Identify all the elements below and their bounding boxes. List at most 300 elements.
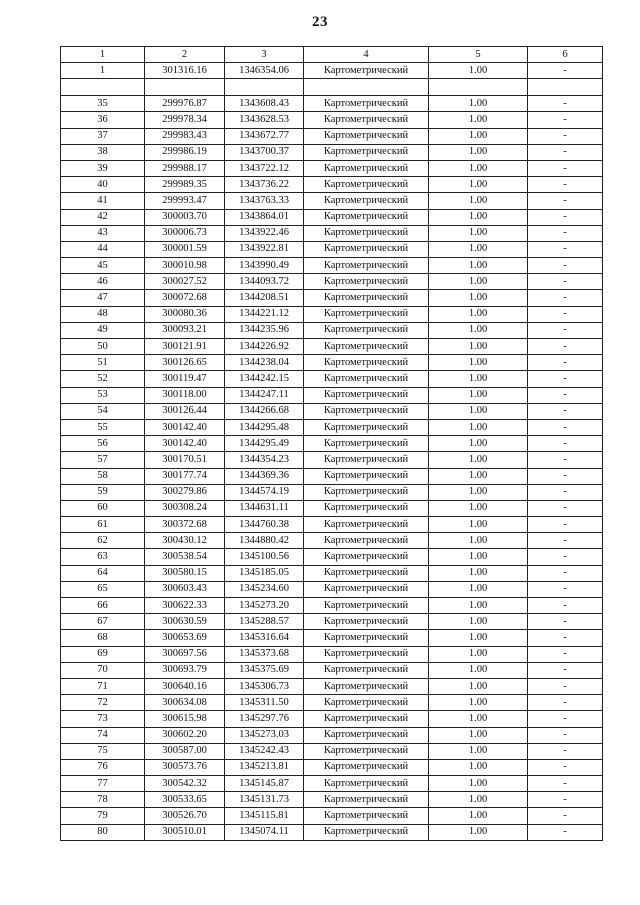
table-row [61, 403, 603, 419]
point-number-cell: 77 [61, 776, 145, 792]
accuracy-cell: 1.00 [429, 241, 528, 257]
x-coordinate-cell: 300580.15 [145, 565, 225, 581]
point-number-cell: 56 [61, 436, 145, 452]
accuracy-cell: 1.00 [429, 371, 528, 387]
point-number-cell: 70 [61, 662, 145, 678]
x-coordinate-cell: 301316.16 [145, 63, 225, 79]
method-cell: Картометрический [304, 533, 429, 549]
point-number-cell: 79 [61, 808, 145, 824]
table-row [61, 452, 603, 468]
y-coordinate-cell: 1345100.56 [225, 549, 304, 565]
accuracy-cell: 1.00 [429, 452, 528, 468]
x-coordinate-cell: 300080.36 [145, 306, 225, 322]
accuracy-cell: 1.00 [429, 727, 528, 743]
method-cell: Картометрический [304, 549, 429, 565]
y-coordinate-cell: 1344226.92 [225, 339, 304, 355]
method-cell: Картометрический [304, 759, 429, 775]
method-cell: Картометрический [304, 63, 429, 79]
method-cell: Картометрический [304, 711, 429, 727]
y-coordinate-cell: 1345185.05 [225, 565, 304, 581]
description-cell: - [528, 549, 603, 565]
accuracy-cell: 1.00 [429, 517, 528, 533]
accuracy-cell: 1.00 [429, 419, 528, 435]
x-coordinate-cell: 300118.00 [145, 387, 225, 403]
y-coordinate-cell: 1344208.51 [225, 290, 304, 306]
table-row [61, 112, 603, 128]
x-coordinate-cell: 300640.16 [145, 678, 225, 694]
accuracy-cell: 1.00 [429, 500, 528, 516]
y-coordinate-cell: 1345234.60 [225, 581, 304, 597]
header-cell: 4 [304, 47, 429, 63]
method-cell: Картометрический [304, 630, 429, 646]
method-cell: Картометрический [304, 258, 429, 274]
accuracy-cell: 1.00 [429, 306, 528, 322]
point-number-cell: 60 [61, 500, 145, 516]
table-row [61, 824, 603, 840]
y-coordinate-cell: 1345074.11 [225, 824, 304, 840]
description-cell: - [528, 225, 603, 241]
accuracy-cell: 1.00 [429, 63, 528, 79]
method-cell: Картометрический [304, 355, 429, 371]
description-cell: - [528, 306, 603, 322]
point-number-cell: 43 [61, 225, 145, 241]
y-coordinate-cell: 1345311.50 [225, 695, 304, 711]
method-cell: Картометрический [304, 743, 429, 759]
point-number-cell: 47 [61, 290, 145, 306]
point-number-cell: 38 [61, 144, 145, 160]
method-cell: Картометрический [304, 776, 429, 792]
x-coordinate-cell: 300006.73 [145, 225, 225, 241]
method-cell: Картометрический [304, 517, 429, 533]
point-number-cell: 73 [61, 711, 145, 727]
description-cell: - [528, 517, 603, 533]
point-number-cell: 62 [61, 533, 145, 549]
accuracy-cell: 1.00 [429, 759, 528, 775]
accuracy-cell: 1.00 [429, 209, 528, 225]
description-cell: - [528, 144, 603, 160]
accuracy-cell: 1.00 [429, 808, 528, 824]
description-cell: - [528, 533, 603, 549]
point-number-cell: 67 [61, 614, 145, 630]
table-row [61, 695, 603, 711]
accuracy-cell: 1.00 [429, 387, 528, 403]
description-cell: - [528, 630, 603, 646]
point-number-cell: 37 [61, 128, 145, 144]
method-cell: Картометрический [304, 112, 429, 128]
x-coordinate-cell: 300630.59 [145, 614, 225, 630]
point-number-cell: 44 [61, 241, 145, 257]
x-coordinate-cell: 300126.65 [145, 355, 225, 371]
description-cell: - [528, 792, 603, 808]
point-number-cell: 68 [61, 630, 145, 646]
x-coordinate-cell: 300603.43 [145, 581, 225, 597]
description-cell: - [528, 646, 603, 662]
x-coordinate-cell: 299993.47 [145, 193, 225, 209]
method-cell: Картометрический [304, 160, 429, 176]
accuracy-cell: 1.00 [429, 128, 528, 144]
y-coordinate-cell: 1344221.12 [225, 306, 304, 322]
method-cell: Картометрический [304, 678, 429, 694]
table-gap-row [61, 79, 603, 96]
table-row [61, 371, 603, 387]
x-coordinate-cell: 299978.34 [145, 112, 225, 128]
x-coordinate-cell: 300602.20 [145, 727, 225, 743]
page-number: 23 [312, 14, 328, 30]
table-row [61, 290, 603, 306]
y-coordinate-cell: 1346354.06 [225, 63, 304, 79]
x-coordinate-cell: 299988.17 [145, 160, 225, 176]
y-coordinate-cell: 1345316.64 [225, 630, 304, 646]
method-cell: Картометрический [304, 387, 429, 403]
description-cell: - [528, 565, 603, 581]
description-cell: - [528, 241, 603, 257]
description-cell: - [528, 662, 603, 678]
accuracy-cell: 1.00 [429, 630, 528, 646]
x-coordinate-cell: 300510.01 [145, 824, 225, 840]
table-row [61, 193, 603, 209]
point-number-cell: 72 [61, 695, 145, 711]
table-row [61, 533, 603, 549]
method-cell: Картометрический [304, 484, 429, 500]
y-coordinate-cell: 1345115.81 [225, 808, 304, 824]
y-coordinate-cell: 1343864.01 [225, 209, 304, 225]
accuracy-cell: 1.00 [429, 743, 528, 759]
accuracy-cell: 1.00 [429, 177, 528, 193]
table-row [61, 743, 603, 759]
x-coordinate-cell: 299989.35 [145, 177, 225, 193]
accuracy-cell: 1.00 [429, 792, 528, 808]
table-row [61, 468, 603, 484]
description-cell: - [528, 274, 603, 290]
y-coordinate-cell: 1345373.68 [225, 646, 304, 662]
table-row [61, 581, 603, 597]
table-row [61, 387, 603, 403]
y-coordinate-cell: 1344266.68 [225, 403, 304, 419]
description-cell: - [528, 209, 603, 225]
coordinates-table [60, 46, 603, 841]
accuracy-cell: 1.00 [429, 824, 528, 840]
table-row [61, 160, 603, 176]
method-cell: Картометрический [304, 646, 429, 662]
x-coordinate-cell: 300142.40 [145, 436, 225, 452]
description-cell: - [528, 387, 603, 403]
table-row [61, 177, 603, 193]
y-coordinate-cell: 1345273.03 [225, 727, 304, 743]
description-cell: - [528, 743, 603, 759]
method-cell: Картометрический [304, 808, 429, 824]
description-cell: - [528, 500, 603, 516]
description-cell: - [528, 484, 603, 500]
y-coordinate-cell: 1344574.19 [225, 484, 304, 500]
accuracy-cell: 1.00 [429, 581, 528, 597]
x-coordinate-cell: 300072.68 [145, 290, 225, 306]
x-coordinate-cell: 300533.65 [145, 792, 225, 808]
method-cell: Картометрический [304, 193, 429, 209]
table-row [61, 662, 603, 678]
description-cell: - [528, 614, 603, 630]
table-row [61, 339, 603, 355]
description-cell: - [528, 322, 603, 338]
description-cell: - [528, 63, 603, 79]
table-row [61, 225, 603, 241]
y-coordinate-cell: 1344247.11 [225, 387, 304, 403]
y-coordinate-cell: 1344880.42 [225, 533, 304, 549]
table-row [61, 727, 603, 743]
accuracy-cell: 1.00 [429, 274, 528, 290]
point-number-cell: 75 [61, 743, 145, 759]
point-number-cell: 35 [61, 96, 145, 112]
description-cell: - [528, 468, 603, 484]
point-number-cell: 50 [61, 339, 145, 355]
accuracy-cell: 1.00 [429, 695, 528, 711]
accuracy-cell: 1.00 [429, 678, 528, 694]
method-cell: Картометрический [304, 695, 429, 711]
method-cell: Картометрический [304, 662, 429, 678]
method-cell: Картометрический [304, 306, 429, 322]
point-number-cell: 69 [61, 646, 145, 662]
y-coordinate-cell: 1343736.22 [225, 177, 304, 193]
description-cell: - [528, 258, 603, 274]
accuracy-cell: 1.00 [429, 565, 528, 581]
description-cell: - [528, 452, 603, 468]
x-coordinate-cell: 300634.08 [145, 695, 225, 711]
header-cell: 6 [528, 47, 603, 63]
x-coordinate-cell: 300119.47 [145, 371, 225, 387]
y-coordinate-cell: 1343722.12 [225, 160, 304, 176]
x-coordinate-cell: 300003.70 [145, 209, 225, 225]
x-coordinate-cell: 300177.74 [145, 468, 225, 484]
point-number-cell: 42 [61, 209, 145, 225]
x-coordinate-cell: 300622.33 [145, 598, 225, 614]
y-coordinate-cell: 1344093.72 [225, 274, 304, 290]
table-row [61, 776, 603, 792]
accuracy-cell: 1.00 [429, 776, 528, 792]
method-cell: Картометрический [304, 209, 429, 225]
x-coordinate-cell: 300538.54 [145, 549, 225, 565]
accuracy-cell: 1.00 [429, 193, 528, 209]
x-coordinate-cell: 300279.86 [145, 484, 225, 500]
table-row [61, 241, 603, 257]
description-cell: - [528, 339, 603, 355]
method-cell: Картометрический [304, 290, 429, 306]
method-cell: Картометрический [304, 241, 429, 257]
description-cell: - [528, 759, 603, 775]
table-row [61, 630, 603, 646]
method-cell: Картометрический [304, 177, 429, 193]
table-row [61, 322, 603, 338]
table-row [61, 678, 603, 694]
point-number-cell: 80 [61, 824, 145, 840]
x-coordinate-cell: 300693.79 [145, 662, 225, 678]
y-coordinate-cell: 1344242.15 [225, 371, 304, 387]
accuracy-cell: 1.00 [429, 662, 528, 678]
table-row [61, 614, 603, 630]
point-number-cell: 66 [61, 598, 145, 614]
point-number-cell: 71 [61, 678, 145, 694]
x-coordinate-cell: 300126.44 [145, 403, 225, 419]
method-cell: Картометрический [304, 225, 429, 241]
accuracy-cell: 1.00 [429, 711, 528, 727]
y-coordinate-cell: 1344238.04 [225, 355, 304, 371]
point-number-cell: 58 [61, 468, 145, 484]
y-coordinate-cell: 1343763.33 [225, 193, 304, 209]
description-cell: - [528, 808, 603, 824]
method-cell: Картометрический [304, 96, 429, 112]
table-row [61, 436, 603, 452]
x-coordinate-cell: 300001.59 [145, 241, 225, 257]
x-coordinate-cell: 300170.51 [145, 452, 225, 468]
y-coordinate-cell: 1344295.49 [225, 436, 304, 452]
point-number-cell: 59 [61, 484, 145, 500]
method-cell: Картометрический [304, 581, 429, 597]
accuracy-cell: 1.00 [429, 96, 528, 112]
table-row [61, 549, 603, 565]
table-row [61, 419, 603, 435]
point-number-cell: 1 [61, 63, 145, 79]
x-coordinate-cell: 300010.98 [145, 258, 225, 274]
description-cell: - [528, 776, 603, 792]
y-coordinate-cell: 1345306.73 [225, 678, 304, 694]
table-row [61, 63, 603, 79]
description-cell: - [528, 695, 603, 711]
y-coordinate-cell: 1343628.53 [225, 112, 304, 128]
description-cell: - [528, 112, 603, 128]
point-number-cell: 54 [61, 403, 145, 419]
x-coordinate-cell: 300573.76 [145, 759, 225, 775]
description-cell: - [528, 160, 603, 176]
method-cell: Картометрический [304, 565, 429, 581]
accuracy-cell: 1.00 [429, 258, 528, 274]
description-cell: - [528, 598, 603, 614]
method-cell: Картометрический [304, 274, 429, 290]
method-cell: Картометрический [304, 144, 429, 160]
table-row [61, 484, 603, 500]
description-cell: - [528, 436, 603, 452]
header-cell: 1 [61, 47, 145, 63]
x-coordinate-cell: 300308.24 [145, 500, 225, 516]
point-number-cell: 74 [61, 727, 145, 743]
y-coordinate-cell: 1343922.46 [225, 225, 304, 241]
accuracy-cell: 1.00 [429, 533, 528, 549]
accuracy-cell: 1.00 [429, 290, 528, 306]
accuracy-cell: 1.00 [429, 160, 528, 176]
accuracy-cell: 1.00 [429, 403, 528, 419]
table-row [61, 209, 603, 225]
table-row [61, 759, 603, 775]
point-number-cell: 53 [61, 387, 145, 403]
table-row [61, 128, 603, 144]
table-row [61, 355, 603, 371]
x-coordinate-cell: 300093.21 [145, 322, 225, 338]
method-cell: Картометрический [304, 322, 429, 338]
x-coordinate-cell: 300542.32 [145, 776, 225, 792]
table-row [61, 808, 603, 824]
point-number-cell: 45 [61, 258, 145, 274]
y-coordinate-cell: 1345273.20 [225, 598, 304, 614]
y-coordinate-cell: 1345145.87 [225, 776, 304, 792]
accuracy-cell: 1.00 [429, 484, 528, 500]
y-coordinate-cell: 1343922.81 [225, 241, 304, 257]
description-cell: - [528, 711, 603, 727]
y-coordinate-cell: 1343672.77 [225, 128, 304, 144]
accuracy-cell: 1.00 [429, 549, 528, 565]
accuracy-cell: 1.00 [429, 144, 528, 160]
point-number-cell: 78 [61, 792, 145, 808]
description-cell: - [528, 824, 603, 840]
table-row [61, 306, 603, 322]
table-row [61, 565, 603, 581]
table-row [61, 274, 603, 290]
x-coordinate-cell: 299983.43 [145, 128, 225, 144]
accuracy-cell: 1.00 [429, 598, 528, 614]
table-row [61, 598, 603, 614]
point-number-cell: 48 [61, 306, 145, 322]
y-coordinate-cell: 1343700.37 [225, 144, 304, 160]
accuracy-cell: 1.00 [429, 614, 528, 630]
method-cell: Картометрический [304, 371, 429, 387]
description-cell: - [528, 581, 603, 597]
accuracy-cell: 1.00 [429, 112, 528, 128]
point-number-cell: 46 [61, 274, 145, 290]
point-number-cell: 41 [61, 193, 145, 209]
description-cell: - [528, 177, 603, 193]
accuracy-cell: 1.00 [429, 468, 528, 484]
header-cell: 2 [145, 47, 225, 63]
method-cell: Картометрический [304, 727, 429, 743]
table-row [61, 500, 603, 516]
description-cell: - [528, 290, 603, 306]
y-coordinate-cell: 1343990.49 [225, 258, 304, 274]
description-cell: - [528, 355, 603, 371]
point-number-cell: 40 [61, 177, 145, 193]
point-number-cell: 64 [61, 565, 145, 581]
description-cell: - [528, 727, 603, 743]
y-coordinate-cell: 1345288.57 [225, 614, 304, 630]
table-row [61, 517, 603, 533]
point-number-cell: 49 [61, 322, 145, 338]
y-coordinate-cell: 1345213.81 [225, 759, 304, 775]
method-cell: Картометрический [304, 614, 429, 630]
x-coordinate-cell: 299986.19 [145, 144, 225, 160]
x-coordinate-cell: 300430.12 [145, 533, 225, 549]
accuracy-cell: 1.00 [429, 225, 528, 241]
method-cell: Картометрический [304, 419, 429, 435]
x-coordinate-cell: 299976.87 [145, 96, 225, 112]
accuracy-cell: 1.00 [429, 436, 528, 452]
point-number-cell: 52 [61, 371, 145, 387]
x-coordinate-cell: 300142.40 [145, 419, 225, 435]
description-cell: - [528, 419, 603, 435]
method-cell: Картометрический [304, 436, 429, 452]
x-coordinate-cell: 300615.98 [145, 711, 225, 727]
y-coordinate-cell: 1344295.48 [225, 419, 304, 435]
y-coordinate-cell: 1344760.38 [225, 517, 304, 533]
x-coordinate-cell: 300372.68 [145, 517, 225, 533]
y-coordinate-cell: 1345131.73 [225, 792, 304, 808]
table-row [61, 96, 603, 112]
y-coordinate-cell: 1344631.11 [225, 500, 304, 516]
x-coordinate-cell: 300697.56 [145, 646, 225, 662]
method-cell: Картометрический [304, 339, 429, 355]
header-cell: 5 [429, 47, 528, 63]
point-number-cell: 61 [61, 517, 145, 533]
x-coordinate-cell: 300587.00 [145, 743, 225, 759]
x-coordinate-cell: 300121.91 [145, 339, 225, 355]
x-coordinate-cell: 300653.69 [145, 630, 225, 646]
description-cell: - [528, 128, 603, 144]
accuracy-cell: 1.00 [429, 339, 528, 355]
method-cell: Картометрический [304, 128, 429, 144]
